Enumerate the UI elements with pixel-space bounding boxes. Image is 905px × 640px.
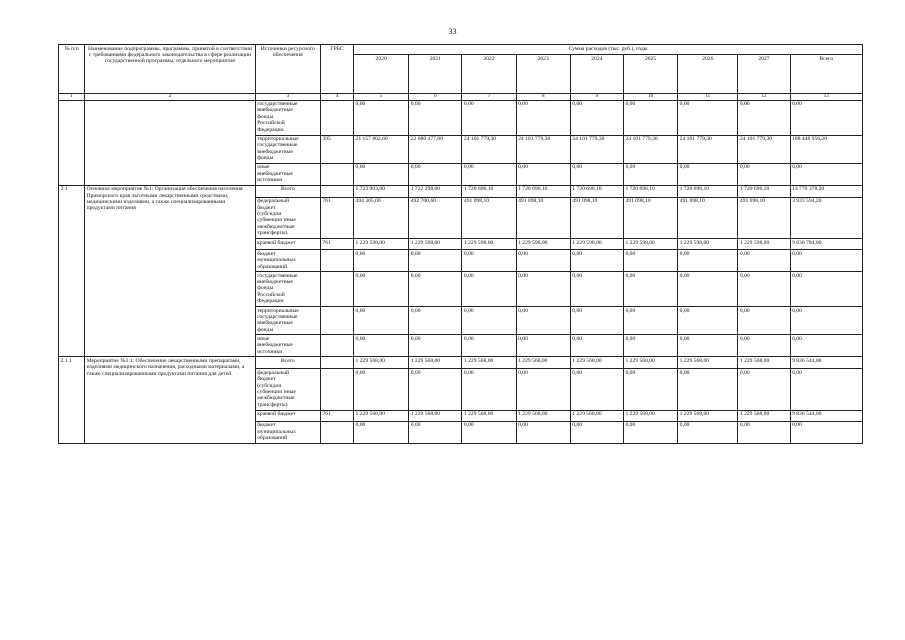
amount-cell: 24 101 779,30 [516,135,570,163]
amount-cell: 1 229 598,00 [738,239,790,250]
amount-cell: 24 101 779,30 [678,135,738,163]
amount-cell: 1 229 568,00 [462,357,516,369]
amount-cell: 0,00 [738,421,790,443]
amount-cell: 0,00 [623,369,677,411]
amount-cell: 491 098,10 [738,197,790,239]
row-number: 2.1.1 [59,357,85,443]
amount-cell: 0,00 [678,307,738,335]
amount-cell: 0,00 [623,163,677,185]
amount-cell: 0,00 [678,335,738,357]
amount-cell: 491 098,10 [516,197,570,239]
funding-source: краевой бюджет [255,410,320,421]
row-name: Основное мероприятие №1: Организация обеспечения населения Приморского края льготными лекарственными средствами, медицинскими изделиями, а также специализированными продуктами питания [85,185,256,357]
grbs-code [320,163,353,185]
amount-cell: 0,00 [790,100,862,135]
column-number: 9 [570,94,623,101]
amount-cell: 0,00 [790,369,862,411]
column-number: 8 [516,94,570,101]
amount-cell: 0,00 [678,369,738,411]
column-number: 2 [85,94,256,101]
amount-cell: 0,00 [570,335,623,357]
header-year: 2025 [623,55,677,94]
amount-cell: 21 157 802,60 [354,135,409,163]
column-number: 3 [255,94,320,101]
amount-cell: 0,00 [462,369,516,411]
table-row [59,185,863,197]
amount-cell: 24 101 779,30 [623,135,677,163]
amount-cell: 0,00 [570,250,623,272]
grbs-code [320,100,353,135]
amount-cell: 0,00 [623,100,677,135]
amount-cell: 0,00 [354,272,409,307]
amount-cell: 0,00 [409,163,462,185]
grbs-code [320,335,353,357]
funding-source: территориальные государственные внебюджетные фонды [255,135,320,163]
grbs-code [320,369,353,411]
amount-cell: 0,00 [409,421,462,443]
amount-cell: 0,00 [738,250,790,272]
amount-cell: 0,00 [738,272,790,307]
amount-cell: 0,00 [738,369,790,411]
amount-cell: 1 720 696,10 [738,185,790,197]
amount-cell: 0,00 [462,307,516,335]
amount-cell: 24 101 779,30 [570,135,623,163]
funding-source: иные внебюджетные источники [255,163,320,185]
amount-cell: 3 933 594,20 [790,197,862,239]
amount-cell: 1 229 598,00 [409,239,462,250]
header-year: 2020 [354,55,409,94]
header-num: № п/п [59,45,85,94]
header-year: 2022 [462,55,516,94]
row-name [85,100,256,185]
grbs-code [320,307,353,335]
amount-cell: 0,00 [738,100,790,135]
amount-cell: 0,00 [462,421,516,443]
amount-cell: 0,00 [409,369,462,411]
amount-cell: 0,00 [623,307,677,335]
header-year: 2021 [409,55,462,94]
grbs-code: 761 [320,410,353,421]
amount-cell: 0,00 [738,335,790,357]
table-row [59,100,863,135]
funding-source: государственные внебюджетные фонды Российской Федерации [255,272,320,307]
amount-cell: 1 723 903,00 [354,185,409,197]
amount-cell: 0,00 [678,272,738,307]
table-body [59,100,863,443]
amount-cell: 0,00 [409,307,462,335]
funding-source: иные внебюджетные источники [255,335,320,357]
amount-cell: 0,00 [354,163,409,185]
amount-cell: 0,00 [516,163,570,185]
amount-cell: 0,00 [409,272,462,307]
amount-cell: 0,00 [738,163,790,185]
amount-cell: 0,00 [462,272,516,307]
column-number: 1 [59,94,85,101]
amount-cell: 1 229 598,00 [678,239,738,250]
amount-cell: 1 720 696,10 [678,185,738,197]
amount-cell: 1 229 568,00 [738,410,790,421]
amount-cell: 0,00 [570,100,623,135]
amount-cell: 0,00 [354,100,409,135]
amount-cell: 491 098,10 [678,197,738,239]
header-name: Наименование подпрограммы, программы, принятой в соответствии с требованиями федерального законодательства в сфере реализации государственной программы, отдельного мероприятия [85,45,256,94]
amount-cell: 0,00 [462,250,516,272]
amount-cell: 0,00 [462,100,516,135]
amount-cell: 0,00 [623,421,677,443]
funding-source: бюджет муниципальных образований [255,421,320,443]
page-number: 33 [448,27,457,36]
amount-cell: 0,00 [462,163,516,185]
column-number: 10 [623,94,677,101]
amount-cell: 1 229 568,00 [462,410,516,421]
amount-cell: 0,00 [678,250,738,272]
amount-cell: 1 229 568,00 [623,410,677,421]
amount-cell: 1 229 568,00 [678,357,738,369]
amount-cell: 0,00 [409,250,462,272]
amount-cell: 1 229 568,00 [570,357,623,369]
amount-cell: 1 720 696,10 [462,185,516,197]
column-number: 12 [738,94,790,101]
amount-cell: 0,00 [570,307,623,335]
amount-cell: 22 680 477,80 [409,135,462,163]
amount-cell: 0,00 [678,421,738,443]
amount-cell: 0,00 [409,335,462,357]
budget-table [58,44,863,444]
header-year: 2026 [678,55,738,94]
funding-source: Всего [255,357,320,369]
column-number: 7 [462,94,516,101]
amount-cell: 1 229 568,00 [409,410,462,421]
amount-cell: 0,00 [354,369,409,411]
amount-cell: 1 229 568,00 [678,410,738,421]
table-row [59,357,863,369]
grbs-code [320,272,353,307]
amount-cell: 0,00 [790,307,862,335]
column-number: 11 [678,94,738,101]
column-number: 13 [790,94,862,101]
header-sum-group: Сумма расходов (тыс. руб.), годы [354,45,863,55]
amount-cell: 1 229 568,00 [570,410,623,421]
row-number: 2.1 [59,185,85,357]
grbs-code: 761 [320,197,353,239]
grbs-code: 395 [320,135,353,163]
funding-source: Всего [255,185,320,197]
amount-cell: 1 722 298,60 [409,185,462,197]
amount-cell: 9 836 544,00 [790,357,862,369]
amount-cell: 0,00 [462,335,516,357]
amount-cell: 0,00 [354,307,409,335]
amount-cell: 1 720 696,10 [623,185,677,197]
amount-cell: 1 229 568,00 [409,357,462,369]
amount-cell: 9 836 544,00 [790,410,862,421]
amount-cell: 0,00 [354,335,409,357]
amount-cell: 0,00 [570,163,623,185]
amount-cell: 0,00 [790,250,862,272]
row-name: Мероприятие №1.1: Обеспечение лекарственными препаратами, изделиями медицинского назначения, расходными материалами, а также специализированными продуктами питания для детей [85,357,256,443]
column-number: 4 [320,94,353,101]
grbs-code [320,250,353,272]
grbs-code: 761 [320,239,353,250]
amount-cell: 0,00 [678,163,738,185]
header-year: Всего [790,55,862,94]
funding-source: территориальные государственные внебюджетные фонды [255,307,320,335]
amount-cell: 1 229 568,00 [354,410,409,421]
column-number: 6 [409,94,462,101]
column-number: 5 [354,94,409,101]
amount-cell: 1 229 598,00 [516,239,570,250]
amount-cell: 0,00 [790,272,862,307]
amount-cell: 24 101 779,30 [738,135,790,163]
amount-cell: 13 770 378,20 [790,185,862,197]
amount-cell: 491 098,10 [570,197,623,239]
amount-cell: 0,00 [516,335,570,357]
grbs-code [320,421,353,443]
amount-cell: 0,00 [516,250,570,272]
amount-cell: 188 448 956,20 [790,135,862,163]
amount-cell: 0,00 [516,421,570,443]
amount-cell: 0,00 [516,307,570,335]
amount-cell: 491 098,10 [623,197,677,239]
amount-cell: 0,00 [570,421,623,443]
funding-source: федеральный бюджет (субсидии субвенции иные межбюджетные трансферты) [255,369,320,411]
header-year: 2027 [738,55,790,94]
amount-cell: 0,00 [516,100,570,135]
amount-cell: 0,00 [623,250,677,272]
funding-source: государственные внебюджетные фонды Российской Федерации [255,100,320,135]
amount-cell: 0,00 [570,369,623,411]
amount-cell: 0,00 [790,335,862,357]
header-source: Источники ресурсного обеспечения [255,45,320,94]
amount-cell: 0,00 [790,163,862,185]
amount-cell: 0,00 [409,100,462,135]
amount-cell: 492 700,60 [409,197,462,239]
grbs-code [320,357,353,369]
grbs-code [320,185,353,197]
amount-cell: 1 229 568,00 [516,410,570,421]
amount-cell: 0,00 [516,369,570,411]
funding-source: бюджет муниципальных образований [255,250,320,272]
amount-cell: 0,00 [354,250,409,272]
amount-cell: 0,00 [623,335,677,357]
header-year: 2024 [570,55,623,94]
amount-cell: 0,00 [516,272,570,307]
amount-cell: 1 229 598,00 [462,239,516,250]
amount-cell: 24 101 779,30 [462,135,516,163]
amount-cell: 494 305,00 [354,197,409,239]
amount-cell: 1 229 598,00 [623,239,677,250]
amount-cell: 0,00 [678,100,738,135]
amount-cell: 1 229 568,00 [738,357,790,369]
amount-cell: 1 720 696,10 [516,185,570,197]
amount-cell: 0,00 [570,272,623,307]
row-number [59,100,85,185]
header-grbs: ГРБС [320,45,353,94]
amount-cell: 0,00 [354,421,409,443]
amount-cell: 1 229 568,00 [516,357,570,369]
amount-cell: 9 836 784,00 [790,239,862,250]
amount-cell: 1 229 598,00 [354,239,409,250]
header-row [59,45,863,55]
amount-cell: 1 229 598,00 [570,239,623,250]
amount-cell: 0,00 [623,272,677,307]
amount-cell: 1 229 568,00 [354,357,409,369]
amount-cell: 0,00 [738,307,790,335]
header-year: 2023 [516,55,570,94]
amount-cell: 1 229 568,00 [623,357,677,369]
amount-cell: 1 720 696,10 [570,185,623,197]
funding-source: краевой бюджет [255,239,320,250]
amount-cell: 491 098,10 [462,197,516,239]
funding-source: федеральный бюджет (субсидии субвенции иные межбюджетные трансферты) [255,197,320,239]
amount-cell: 0,00 [790,421,862,443]
